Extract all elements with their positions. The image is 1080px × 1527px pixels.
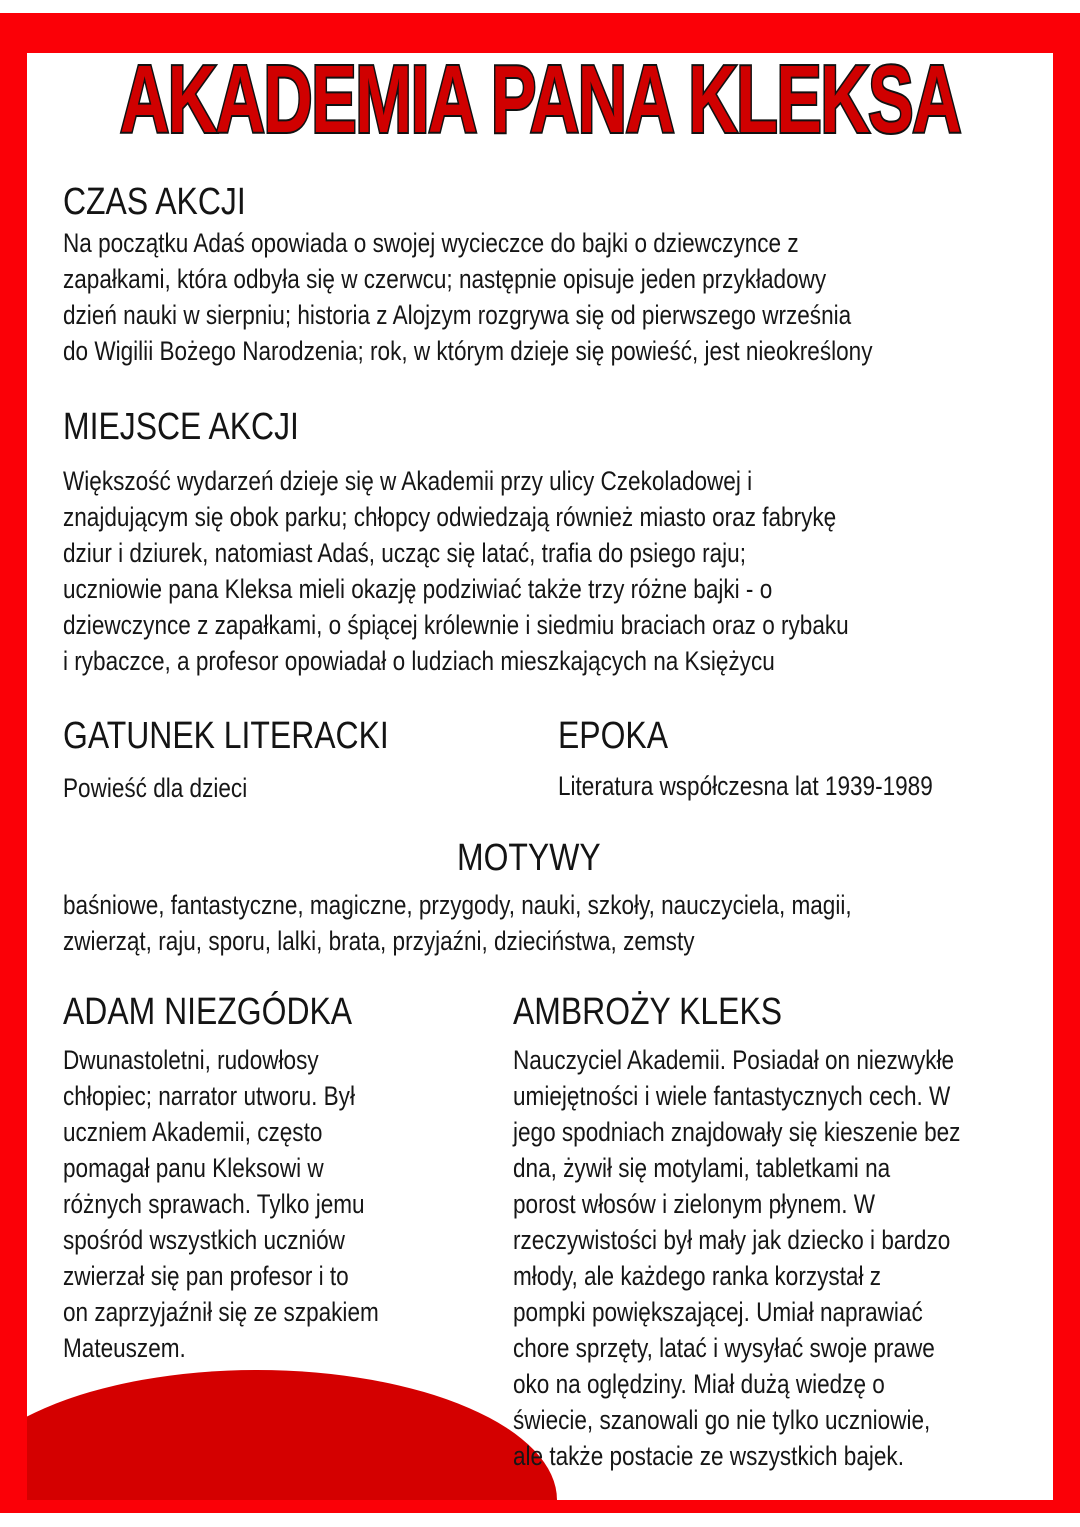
text-line: chłopiec; narrator utworu. Był xyxy=(63,1081,355,1111)
ambrozy-text xyxy=(513,1042,1049,1474)
miejsce-akcji-text xyxy=(63,463,1004,679)
text-line: Nauczyciel Akademii. Posiadał on niezwykłe xyxy=(513,1045,955,1075)
text-line: spośród wszystkich uczniów xyxy=(63,1225,345,1255)
text-line: ale także postacie ze wszystkich bajek. xyxy=(513,1441,904,1471)
gatunek-text xyxy=(63,770,284,806)
text-line: uczniem Akademii, często xyxy=(63,1117,323,1147)
text-line: do Wigilii Bożego Narodzenia; rok, w którym dzieje się powieść, jest nieokreślony xyxy=(63,336,873,366)
text-line: zwierząt, raju, sporu, lalki, brata, przyjaźni, dzieciństwa, zemsty xyxy=(63,926,695,956)
text-line: zwierzał się pan profesor i to xyxy=(63,1261,349,1291)
text-line: i rybaczce, a profesor opowiadał o ludziach mieszkających na Księżycu xyxy=(63,646,775,676)
text-line: dziewczynce z zapałkami, o śpiącej królewnie i siedmiu braciach oraz o rybaku xyxy=(63,610,849,640)
heading-adam: ADAM NIEZGÓDKA xyxy=(63,991,353,1033)
text-line: baśniowe, fantastyczne, magiczne, przygody, nauki, szkoły, nauczyciela, magii, xyxy=(63,890,852,920)
czas-akcji-text xyxy=(63,225,1032,369)
heading-miejsce-akcji: MIEJSCE AKCJI xyxy=(63,406,299,448)
motywy-text xyxy=(63,887,1007,959)
heading-gatunek: GATUNEK LITERACKI xyxy=(63,715,389,757)
epoka-text xyxy=(558,768,1007,804)
text-line: pomagał panu Kleksowi w xyxy=(63,1153,324,1183)
text-line: Mateuszem. xyxy=(63,1333,186,1363)
text-line: chore sprzęty, latać i wysyłać swoje prawe xyxy=(513,1333,935,1363)
text-line: pompki powiększającej. Umiał naprawiać xyxy=(513,1297,923,1327)
text-line: Dwunastoletni, rudowłosy xyxy=(63,1045,319,1075)
heading-motywy: MOTYWY xyxy=(457,837,601,879)
text-line: zapałkami, która odbyła się w czerwcu; następnie opisuje jeden przykładowy xyxy=(63,264,827,294)
text-line: świecie, szanowali go nie tylko uczniowie, xyxy=(513,1405,931,1435)
text-line: znajdującym się obok parku; chłopcy odwiedzają również miasto oraz fabrykę xyxy=(63,502,837,532)
text-line: Większość wydarzeń dzieje się w Akademii przy ulicy Czekoladowej i xyxy=(63,466,753,496)
text-line: dziur i dziurek, natomiast Adaś, ucząc się latać, trafia do psiego raju; xyxy=(63,538,746,568)
heading-czas-akcji: CZAS AKCJI xyxy=(63,181,246,223)
text-line: dna, żywił się motylami, tabletkami na xyxy=(513,1153,891,1183)
gatunek-value: Powieść dla dzieci xyxy=(63,773,248,803)
text-line: jego spodniach znajdowały się kieszenie bez xyxy=(513,1117,961,1147)
text-line: oko na oględziny. Miał dużą wiedzę o xyxy=(513,1369,885,1399)
epoka-value: Literatura współczesna lat 1939-1989 xyxy=(558,771,933,801)
heading-ambrozy: AMBROŻY KLEKS xyxy=(513,991,783,1033)
text-line: umiejętności i wiele fantastycznych cech. W xyxy=(513,1081,951,1111)
text-line: uczniowie pana Kleksa mieli okazję podziwiać także trzy różne bajki - o xyxy=(63,574,773,604)
heading-epoka: EPOKA xyxy=(558,715,669,757)
red-semicircle-decoration xyxy=(27,1370,557,1500)
text-line: on zaprzyjaźnił się ze szpakiem xyxy=(63,1297,379,1327)
adam-text xyxy=(63,1042,441,1366)
text-line: rzeczywistości był mały jak dziecko i bardzo xyxy=(513,1225,951,1255)
text-line: Na początku Adaś opowiada o swojej wycieczce do bajki o dziewczynce z xyxy=(63,228,799,258)
text-line: porost włosów i zielonym płynem. W xyxy=(513,1189,876,1219)
text-line: różnych sprawach. Tylko jemu xyxy=(63,1189,365,1219)
text-line: dzień nauki w sierpniu; historia z Alojzym rozgrywa się od pierwszego września xyxy=(63,300,852,330)
page-title: AKADEMIA PANA KLEKSA xyxy=(119,46,961,153)
text-line: młody, ale każdego ranka korzystał z xyxy=(513,1261,881,1291)
